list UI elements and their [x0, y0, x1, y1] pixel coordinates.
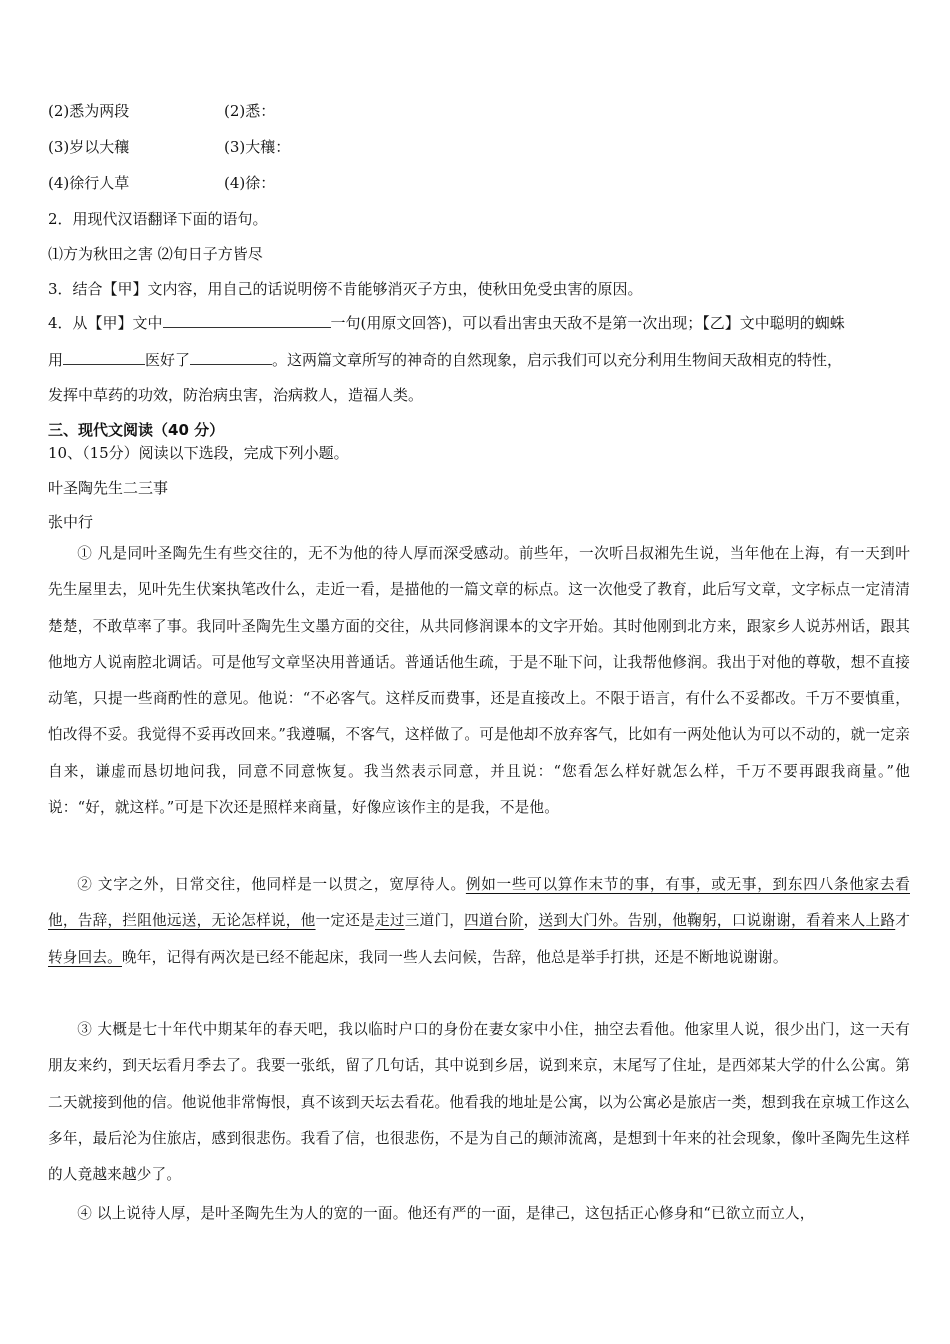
vocab-answer-label: (4)徐： — [224, 174, 276, 192]
vocab-row — [48, 137, 910, 157]
paragraph-3: ③ 大概是七十年代中期某年的春天吧，我以临时户口的身份在妻女家中小住，抽空去看他。他家里人说，很少出门，这一天有朋友来约，到天坛看月季去了。我要一张纸，留了几句话，其中说到乡居，说到来京，末尾写了住址，是西郊某大学的什么公寓。第二天就接到他的信。他说他非常悔恨，真不该到天坛去看花。他看我的地址是公寓，以为公寓必是旅店一类，想到我在京城工作这么多年，最后沦为住旅店，感到很悲伤。我看了信，也很悲伤，不是为自己的颠沛流离，是想到十年来的社会现象，像叶圣陶先生这样的人竟越来越少了。 — [48, 1021, 910, 1184]
question-4-line-1: 4．从【甲】文中 一句(用原文回答)，可以看出害虫天敌不是第一次出现；【乙】文中聪明的蜘蛛 — [48, 314, 845, 332]
vocab-phrase: (3)岁以大穰 — [48, 138, 130, 156]
question-2-items: ⑴方为秋田之害 ⑵旬日子方皆尽 — [48, 245, 263, 263]
answer-blank[interactable] — [163, 313, 331, 328]
question-4-line-3: 发挥中草药的功效，防治病虫害，治病救人，造福人类。 — [48, 386, 424, 404]
vocab-answer-label: (3)大穰： — [224, 138, 291, 156]
answer-blank[interactable] — [190, 350, 272, 365]
question-4-line-2: 用 医好了 。这两篇文章所写的神奇的自然现象，启示我们可以充分利用生物间天敌相克的特性， — [48, 351, 843, 369]
answer-blank[interactable] — [63, 350, 145, 365]
question-3: 3．结合【甲】文内容，用自己的话说明傍不肯能够消灭子方虫，使秋田免受虫害的原因。 — [48, 280, 643, 298]
paragraph-2: ② 文字之外，日常交往，他同样是一以贯之，宽厚待人。例如一些可以算作末节的事，有事，或无事，到东四八条他家去看他，告辞，拦阻他远送，无论怎样说，他一定还是走过三道门，四道台阶，送到大门外。告别，他鞠躬，口说谢谢，看着来人上路才转身回去。晚年，记得有两次是已经不能起床，我同一些人去问候，告辞，他总是举手打拱，还是不断地说谢谢。 — [48, 876, 910, 966]
vocab-row — [48, 101, 910, 121]
paragraph-4: ④ 以上说待人厚，是叶圣陶先生为人的宽的一面。他还有严的一面，是律己，这包括正心修身和“已欲立而立人， — [77, 1205, 815, 1222]
vocab-row — [48, 173, 910, 193]
article-author: 张中行 — [48, 513, 94, 531]
paragraph-1: ① 凡是同叶圣陶先生有些交往的，无不为他的待人厚而深受感动。前些年，一次听吕叔湘先生说，当年他在上海，有一天到叶先生屋里去，见叶先生伏案执笔改什么，走近一看，是描他的一篇文章的标点。这一次他受了教育，此后写文章，文字标点一定清清楚楚，不敢草率了事。我同叶圣陶先生文墨方面的交往，从共同修润课本的文字开始。其时他刚到北方来，跟家乡人说苏州话，跟其他地方人说南腔北调话。可是他写文章坚决用普通话。普通话他生疏，于是不耻下问，让我帮他修润。我出于对他的尊敬，想不直接动笔，只提一些商酌性的意见。他说：“不必客气。这样反而费事，还是直接改上。不限于语言，有什么不妥都改。千万不要慎重，怕改得不妥。我觉得不妥再改回来。”我遵嘱，不客气，这样做了。可是他却不放弃客气，比如有一两处他认为可以不动的，就一定亲自来，谦虚而恳切地问我，同意不同意恢复。我当然表示同意，并且说：“您看怎么样好就怎么样，千万不要再跟我商量。”他说：“好，就这样。”可是下次还是照样来商量，好像应该作主的是我，不是他。 — [48, 545, 910, 817]
vocab-answer-label: (2)悉： — [224, 102, 276, 120]
question-10: 10、（15分）阅读以下选段，完成下列小题。 — [48, 444, 349, 462]
section-heading: 三、现代文阅读（40 分） — [48, 421, 225, 439]
vocab-phrase: (2)悉为两段 — [48, 102, 130, 120]
vocab-phrase: (4)徐行人草 — [48, 174, 130, 192]
question-2: 2．用现代汉语翻译下面的语句。 — [48, 210, 268, 228]
article-title: 叶圣陶先生二三事 — [48, 479, 169, 497]
